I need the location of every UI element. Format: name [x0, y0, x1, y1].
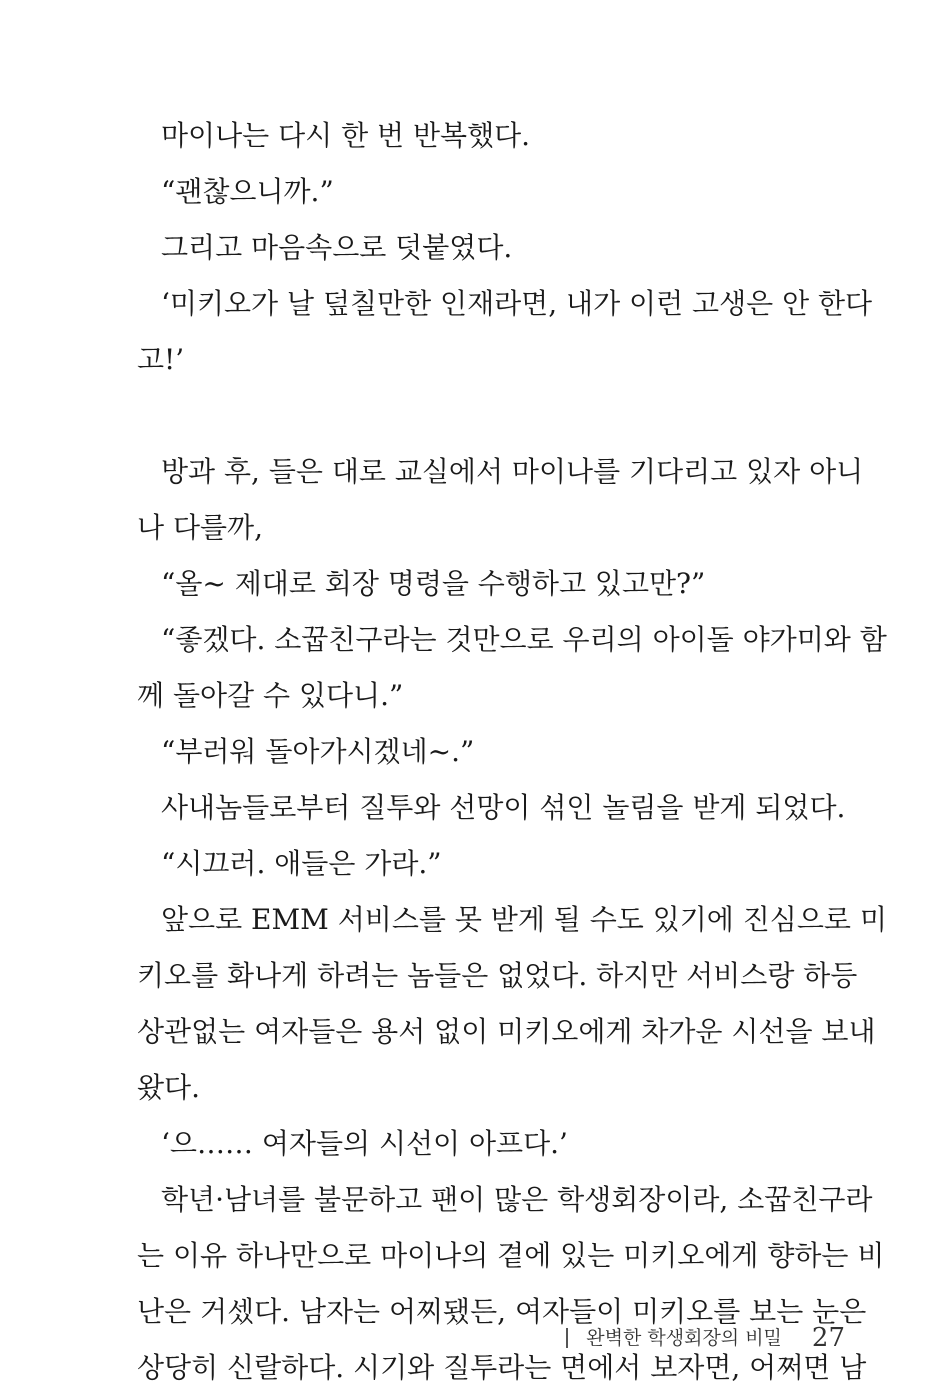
paragraph-line-continued: 상당히 신랄하다. 시기와 질투라는 면에서 보자면, 어쩌면 남	[137, 1351, 867, 1384]
paragraph-line-continued: 난은 거셌다. 남자는 어찌됐든, 여자들이 미키오를 보는 눈은	[137, 1295, 867, 1328]
dialogue-line: “좋겠다. 소꿉친구라는 것만으로 우리의 아이돌 야가미와 함	[161, 623, 887, 656]
paragraph-line: 사내놈들로부터 질투와 선망이 섞인 놀림을 받게 되었다.	[161, 791, 846, 824]
dialogue-line: “괜찮으니까.”	[161, 175, 334, 208]
paragraph-line-continued: 는 이유 하나만으로 마이나의 곁에 있는 미키오에게 향하는 비	[137, 1239, 885, 1272]
section-break	[137, 388, 827, 444]
thought-line-continued: 고!’	[137, 343, 185, 376]
paragraph-line-continued: 나 다를까,	[137, 511, 263, 544]
page-footer	[566, 1318, 845, 1358]
dialogue-line: “부러워 돌아가시겠네~.”	[161, 735, 475, 768]
dialogue-line: “시끄러. 애들은 가라.”	[161, 847, 442, 880]
paragraph-line: 그리고 마음속으로 덧붙였다.	[161, 231, 513, 264]
dialogue-line: “올~ 제대로 회장 명령을 수행하고 있고만?”	[161, 567, 706, 600]
thought-line: ‘으…… 여자들의 시선이 아프다.’	[161, 1127, 568, 1160]
paragraph-line-continued: 왔다.	[137, 1071, 200, 1104]
paragraph-line: 학년·남녀를 불문하고 팬이 많은 학생회장이라, 소꿉친구라	[161, 1183, 873, 1216]
paragraph-line-continued: 키오를 화나게 하려는 놈들은 없었다. 하지만 서비스랑 하등	[137, 959, 858, 992]
paragraph-line-continued: 상관없는 여자들은 용서 없이 미키오에게 차가운 시선을 보내	[137, 1015, 876, 1048]
running-title: 완벽한 학생회장의 비밀	[586, 1327, 782, 1349]
page-number: 27	[811, 1323, 845, 1353]
thought-line: ‘미키오가 날 덮칠만한 인재라면, 내가 이런 고생은 안 한다	[161, 287, 873, 320]
paragraph-line: 앞으로 EMM 서비스를 못 받게 될 수도 있기에 진심으로 미	[161, 903, 887, 936]
paragraph-line: 마이나는 다시 한 번 반복했다.	[161, 119, 531, 152]
footer-divider	[566, 1328, 568, 1348]
paragraph-line: 방과 후, 들은 대로 교실에서 마이나를 기다리고 있자 아니	[161, 455, 864, 488]
dialogue-line-continued: 께 돌아갈 수 있다니.”	[137, 679, 404, 712]
